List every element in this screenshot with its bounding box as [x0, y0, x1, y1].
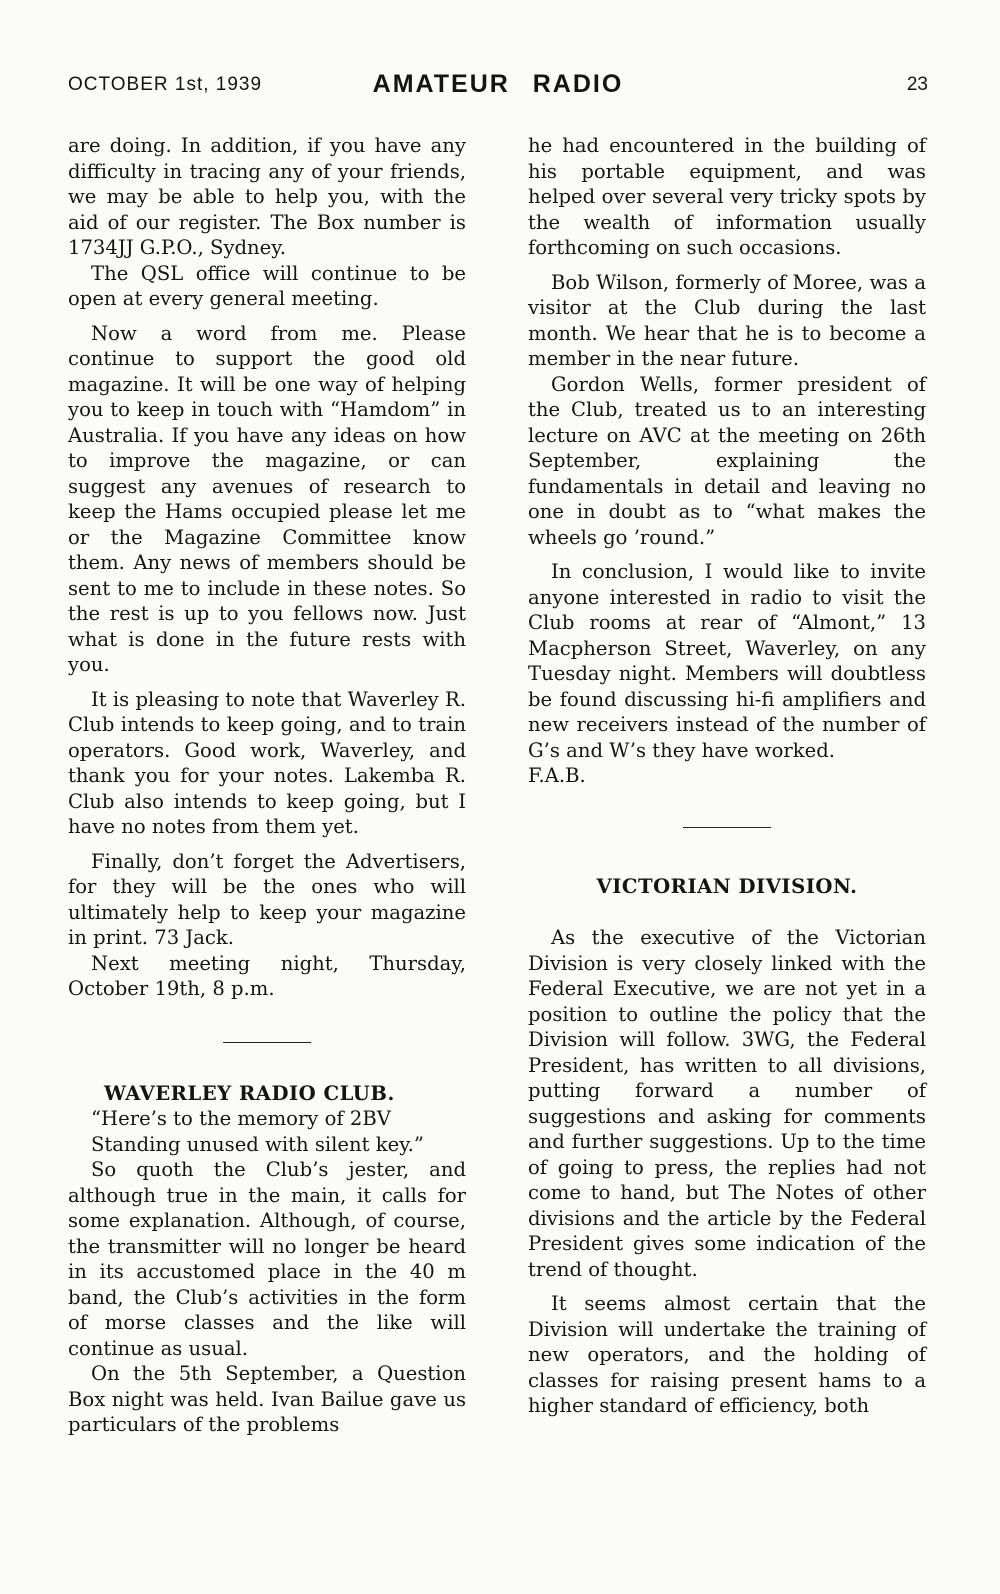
paragraph: It seems almost certain that the Division will undertake the training of new operators, and the holding of classes for raising present hams to a higher standard of efficiency, both — [528, 1292, 926, 1417]
signoff: F.A.B. — [528, 764, 586, 787]
paragraph: Finally, don’t forget the Advertisers, for they will be the ones who will ultimately help to keep your magazine in print. 73 Jack. — [68, 849, 466, 949]
section-heading-waverley: WAVERLEY RADIO CLUB. — [104, 1081, 395, 1105]
paragraph: The QSL office will continue to be open at every general meeting. — [68, 261, 466, 310]
right-column — [528, 133, 926, 1419]
paragraph: Next meeting night, Thursday, October 19th, 8 p.m. — [68, 951, 466, 1000]
paragraph: It is pleasing to note that Waverley R. Club intends to keep going, and to train operators. Good work, Waverley, and thank you for your notes. Lakemba R. Club also intends to keep going, but I have no notes from them yet. — [68, 687, 466, 838]
left-column — [68, 133, 466, 1438]
issue-date: OCTOBER 1st, 1939 — [68, 74, 263, 95]
verse-line: “Here’s to the memory of 2BV — [91, 1107, 391, 1130]
paragraph: As the executive of the Victorian Division is very closely linked with the Federal Executive, we are not yet in a position to outline the policy that the Division will follow. 3WG, the Federal President, has written to all divisions, putting forward a number of suggestions and asking for comments and further suggestions. Up to the time of going to press, the replies had not come to hand, but The Notes of other divisions and the article by the Federal President gives some indication of the trend of thought. — [528, 926, 926, 1281]
page-header — [68, 70, 928, 100]
paragraph: he had encountered in the building of his portable equipment, and was helped over several very tricky spots by the wealth of information usually forthcoming on such occasions. — [528, 134, 926, 259]
paragraph: On the 5th September, a Question Box night was held. Ivan Bailue gave us particulars of the problems — [68, 1362, 466, 1436]
paragraph: Gordon Wells, former president of the Club, treated us to an interesting lecture on AVC at the meeting on 26th September, explaining the fundamentals in detail and leaving no one in doubt as to “what makes the wheels go ’round.” — [528, 372, 926, 549]
paragraph: So quoth the Club’s jester, and although true in the main, it calls for some explanation. Although, of course, the transmitter will no longer be heard in its accustomed place in the 40 m band, the Club’s activities in the form of morse classes and the like will continue as usual. — [68, 1158, 466, 1360]
section-heading-victorian: VICTORIAN DIVISION. — [596, 874, 858, 898]
paragraph: Bob Wilson, formerly of Moree, was a visitor at the Club during the last month. We hear that he is to become a member in the near future. — [528, 270, 926, 370]
verse-line: Standing unused with silent key.” — [91, 1132, 424, 1156]
paragraph: are doing. In addition, if you have any difficulty in tracing any of your friends, we may be able to help you, with the aid of our register. The Box number is 1734JJ G.P.O., Sydney. — [68, 134, 466, 259]
paragraph: In conclusion, I would like to invite anyone interested in radio to visit the Club rooms at rear of “Almont,” 13 Macpherson Street, Waverley, on any Tuesday night. Members will doubtless be found discussing hi-fi amplifiers and new receivers instead of the number of G’s and W’s they have worked. — [528, 560, 926, 762]
page-number: 23 — [906, 74, 928, 95]
section-divider — [223, 1042, 311, 1043]
section-divider — [683, 827, 771, 828]
magazine-title: AMATEUR RADIO — [372, 70, 624, 98]
paragraph: Now a word from me. Please continue to support the good old magazine. It will be one way of helping you to keep in touch with “Hamdom” in Australia. If you have any ideas on how to improve the magazine, or can suggest any avenues of research to keep the Hams occupied please let me or the Magazine Committee know them. Any news of members should be sent to me to include in these notes. So the rest is up to you fellows now. Just what is done in the future rests with you. — [68, 321, 466, 676]
